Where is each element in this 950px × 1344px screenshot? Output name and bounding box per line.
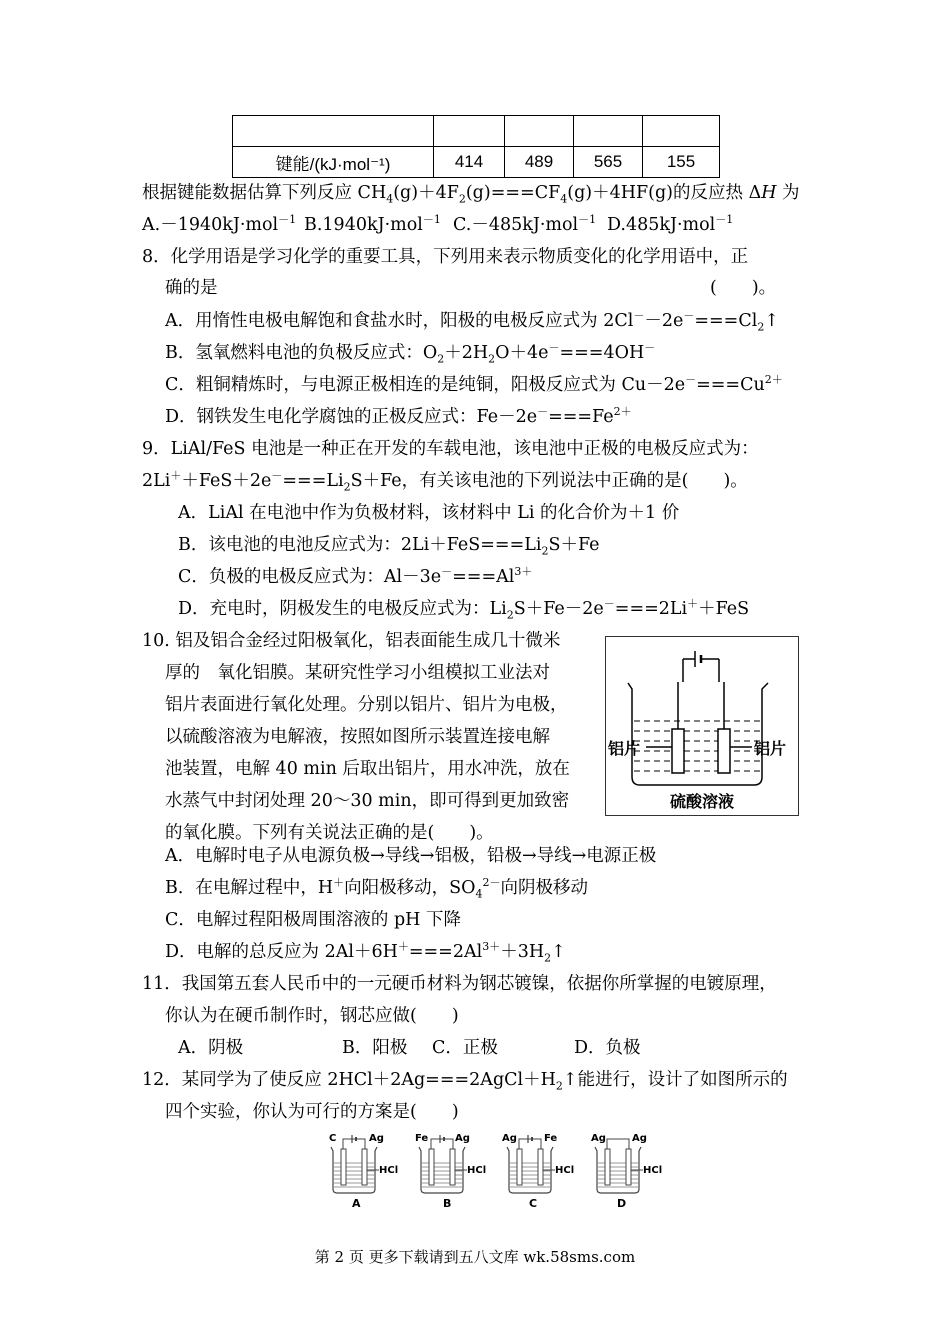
- q8-stem: 8．化学用语是学习化学的重要工具，下列用来表示物质变化的化学用语中，正: [142, 247, 749, 267]
- table-cell: 565: [574, 147, 643, 178]
- cell-a-right-electrode-rod: [362, 1149, 367, 1185]
- q11-option-b: B．阳极: [342, 1038, 408, 1058]
- q8-stem-cont: 确的是: [165, 278, 218, 298]
- q10-stem-line: 厚的 氧化铝膜。某研究性学习小组模拟工业法对: [165, 663, 550, 683]
- cell-c-label: C: [529, 1197, 538, 1210]
- q8-option-a: A．用惰性电极电解饱和食盐水时，阳极的电极反应式为 $2Cl^--2e^-===Cl_2↑$: [165, 309, 779, 334]
- q9-option-a: A．LiAl 在电池中作为负极材料，该材料中 Li 的化合价为＋1 价: [178, 503, 680, 523]
- q9-option-d: D．充电时，阴极发生的电极反应式为：$Li_2S+Fe-2e^-===2Li^++FeS$: [178, 597, 750, 622]
- left-electrode-label: 铝片: [608, 739, 641, 758]
- cell-a-right-electrode: Ag: [369, 1133, 384, 1144]
- q10-stem-line: 水蒸气中封闭处理 20～30 min，即可得到更加致密: [165, 791, 570, 811]
- q8-option-d: D．钢铁发生电化学腐蚀的正极反应式：$Fe-2e^-===Fe^{2+}$: [165, 405, 632, 427]
- q7-option-c: C.－485kJ·mol$^{-1}$: [453, 213, 597, 235]
- cell-b-wire: [431, 1139, 453, 1149]
- q8-answer-blank: ( )。: [710, 278, 777, 298]
- q10-stem-line: 的氧化膜。下列有关说法正确的是( )。: [165, 823, 494, 843]
- cell-c-left-electrode: Ag: [502, 1133, 517, 1144]
- page-footer: 第 2 页 更多下载请到五八文库 wk.58sms.com: [314, 1248, 636, 1266]
- table-cell: 155: [643, 147, 720, 178]
- cell-d-right-electrode: Ag: [632, 1133, 647, 1144]
- q10-option-b: B．在电解过程中，H＋向阳极移动，$SO_4^{2-}$向阴极移动: [165, 876, 588, 901]
- q8-option-b: B．氢氧燃料电池的负极反应式：$O_2+2H_2O+4e^-===4OH^-$: [165, 341, 656, 366]
- q9-option-c: C．负极的电极反应式为：$Al-3e^-===Al^{3+}$: [178, 565, 533, 587]
- q9-stem-cont: $2Li^++FeS+2e^-===Li_2S+Fe$，有关该电池的下列说法中正确的是( )。: [142, 469, 748, 494]
- table-cell: 489: [505, 147, 574, 178]
- cell-a-label: A: [352, 1197, 361, 1210]
- q10-option-d: D．电解的总反应为 $2Al+6H^+===2Al^{3+}+3H_2↑$: [165, 940, 566, 965]
- cell-d-label: D: [617, 1197, 627, 1210]
- cell-c-left-electrode-rod: [517, 1149, 522, 1185]
- cell-b-left-electrode: Fe: [415, 1133, 429, 1144]
- cell-d-right-electrode-rod: [626, 1149, 631, 1185]
- cell-b-right-electrode: Ag: [455, 1133, 470, 1144]
- cell-c-wire: [519, 1139, 541, 1149]
- q11-stem: 11．我国第五套人民币中的一元硬币材料为钢芯镀镍，依据你所掌握的电镀原理，: [142, 974, 777, 994]
- q9-option-b: B．该电池的电池反应式为：$2Li+FeS===Li_2S+Fe$: [178, 535, 600, 558]
- table-cell: [434, 116, 505, 147]
- cell-d-wire: [607, 1139, 629, 1149]
- cell-b-solution: HCl: [467, 1165, 487, 1176]
- table-cell: [643, 116, 720, 147]
- q7-stem: 根据键能数据估算下列反应 $CH_4(g)+4F_2(g)===CF_4(g)+4HF(g)$的反应热 ΔH 为: [142, 183, 800, 206]
- cell-c-right-electrode-rod: [538, 1149, 543, 1185]
- cell-a-left-electrode-rod: [341, 1149, 346, 1185]
- q9-stem: 9．LiAl/FeS 电池是一种正在开发的车载电池，该电池中正极的电极反应式为：: [142, 439, 759, 459]
- figure-caption: 硫酸溶液: [669, 792, 734, 811]
- right-electrode-label: 铝片: [754, 739, 787, 758]
- table-row: [233, 147, 720, 178]
- q7-option-d: D.485kJ·mol$^{-1}$: [607, 213, 734, 235]
- cell-d-solution: HCl: [643, 1165, 663, 1176]
- table-row-label: 键能/(kJ·mol⁻¹): [233, 147, 434, 178]
- bond-energy-table: [232, 115, 720, 178]
- cell-a-left-electrode: C: [329, 1133, 337, 1144]
- cell-a-wire: [343, 1139, 365, 1149]
- q10-stem-line: 池装置，电解 40 min 后取出铝片，用水冲洗，放在: [165, 759, 570, 779]
- q11-stem-cont: 你认为在硬币制作时，钢芯应做( ): [165, 1006, 459, 1026]
- q10-stem-line: 铝片表面进行氧化处理。分别以铝片、铝片为电极，: [165, 695, 568, 715]
- q10-option-c: C．电解过程阳极周围溶液的 pH 下降: [165, 910, 461, 930]
- q8-option-c: C．粗铜精炼时，与电源正极相连的是纯铜，阳极反应式为 $Cu-2e^-===Cu^{2+}$: [165, 373, 783, 395]
- cell-c-solution: HCl: [555, 1165, 575, 1176]
- q11-option-a: A．阴极: [178, 1038, 244, 1058]
- q7-option-a: A.－1940kJ·mol$^{-1}$: [142, 213, 297, 235]
- table-cell: [233, 116, 434, 147]
- cell-d-left-electrode-rod: [605, 1149, 610, 1185]
- cell-b-left-electrode-rod: [429, 1149, 434, 1185]
- q10-stem-line: 10. 铝及铝合金经过阳极氧化，铝表面能生成几十微米: [142, 631, 561, 651]
- experiment-figure: [325, 1133, 665, 1215]
- experiment-cells-diagram: [325, 1133, 665, 1215]
- cell-b-right-electrode-rod: [450, 1149, 455, 1185]
- q11-option-d: D．负极: [574, 1038, 641, 1058]
- table-header-row: [233, 116, 720, 147]
- q10-option-a: A．电解时电子从电源负极→导线→铝极，铅极→导线→电源正极: [165, 846, 657, 866]
- cell-c-right-electrode: Fe: [544, 1133, 558, 1144]
- q11-option-c: C．正极: [432, 1038, 498, 1058]
- q7-option-b: B.1940kJ·mol$^{-1}$: [304, 213, 441, 235]
- electrolysis-figure: [605, 636, 799, 816]
- cell-a-solution: HCl: [379, 1165, 399, 1176]
- table-cell: [505, 116, 574, 147]
- q10-stem-line: 以硫酸溶液为电解液，按照如图所示装置连接电解: [165, 727, 550, 747]
- cell-b-label: B: [443, 1197, 452, 1210]
- table-cell: 414: [434, 147, 505, 178]
- table-cell: [574, 116, 643, 147]
- q12-stem-cont: 四个实验，你认为可行的方案是( ): [165, 1102, 459, 1122]
- q12-stem: 12．某同学为了使反应 $2HCl+2Ag===2AgCl+H_2↑$能进行，设计了如图所示的: [142, 1070, 788, 1093]
- cell-d-left-electrode: Ag: [591, 1133, 606, 1144]
